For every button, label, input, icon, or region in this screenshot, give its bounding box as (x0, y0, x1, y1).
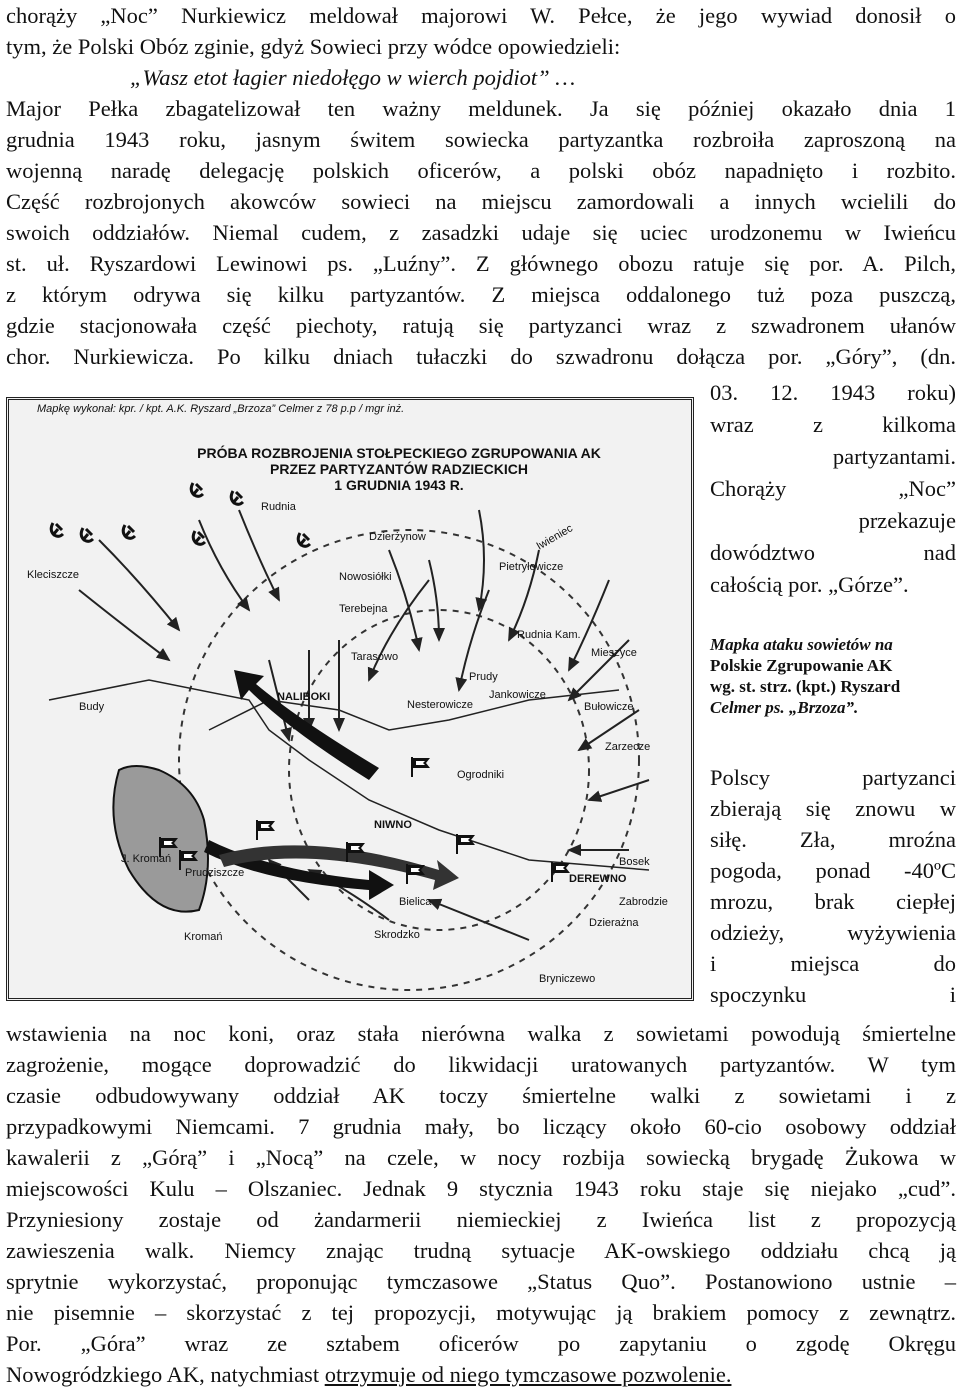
place-label: Bułowicze (584, 701, 634, 713)
place-label: Kleciszcze (27, 569, 79, 581)
caption-line: Celmer ps. „Brzoza”. (710, 698, 859, 717)
underlined-text: otrzymuje od niego tymczasowe pozwolenie. (324, 1362, 732, 1387)
text-line: całością por. „Górze”. (710, 572, 909, 597)
place-label: Prudy (469, 671, 498, 683)
text-line: swoich oddziałów. Niemal cudem, z zasadzki udaje się uciec urodzonemu w Iwieńcu (6, 220, 956, 245)
text-line: mrozu, brak ciepłej (710, 889, 956, 914)
text-line: wojenną naradę delegację polskich oficerów, a polski obóz napadnięto i rozbito. (6, 158, 956, 183)
text-line: przypadkowymi Niemcami. 7 grudnia mały, bo liczący około 60-cio osobowy oddział (6, 1114, 956, 1139)
text-line: tym, że Polski Obóz zginie, gdyż Sowieci przy wódce opowiedzieli: (6, 34, 621, 59)
text-line: kawalerii z „Górą” i „Nocą” na czele, w nocy rozbija sowiecką brygadę Żukowa w (6, 1145, 956, 1170)
place-label: Rudnia Kam. (517, 629, 581, 641)
place-label: Kromań (184, 931, 223, 943)
place-label: Terebejna (339, 603, 388, 615)
caption-line: Polskie Zgrupowanie AK (710, 656, 893, 675)
text-line: Polscy partyzanci (710, 765, 956, 790)
place-label: Ogrodniki (457, 769, 505, 781)
map-title-line: PRÓBA ROZBROJENIA STOŁPECKIEGO ZGRUPOWANIA AK (197, 445, 601, 461)
text-line: Major Pełka zbagatelizował ten ważny meldunek. Ja się później okazało dnia 1 (6, 96, 956, 121)
text-line: miejscowości Kulu – Olszaniec. Jednak 9 stycznia 1943 roku staje się niejako „cud”. (6, 1176, 956, 1201)
text-line: sprytnie wykorzystać, proponując tymczasowe „Status Quo”. Postanowiono ustnie – (6, 1269, 956, 1294)
place-label: Pietryłowicze (499, 561, 564, 573)
text-line: wstawienia na noc koni, oraz stała nierówna walka z sowietami powodują śmiertelne (6, 1021, 956, 1046)
caption-line: wg. st. strz. (kpt.) Ryszard (710, 677, 901, 696)
text-line: i miejsca do (710, 951, 956, 976)
place-label: Rudnia (261, 501, 296, 513)
place-label: Dzierażna (589, 917, 639, 929)
place-label: NIWNO (374, 819, 412, 831)
text-line: Por. „Góra” wraz ze sztabem oficerów po zapytaniu o zgodę Okręgu (6, 1331, 956, 1356)
text-line: odzieży, wyżywienia (710, 920, 956, 945)
text-line: przekazuje (858, 508, 956, 533)
caption-line: Mapka ataku sowietów na (710, 635, 893, 654)
place-label: Dzierżynow (369, 531, 426, 543)
map-title-line: 1 GRUDNIA 1943 R. (334, 477, 464, 493)
text-line: chor. Nurkiewicza. Po kilku dniach tułaczki do szwadronu dołącza por. „Góry”, (dn. (6, 344, 956, 369)
place-label: DEREWNO (569, 873, 627, 885)
place-label: Zarzecze (605, 741, 651, 753)
text-line: pogoda, ponad -40ºC (710, 858, 956, 883)
text-line: zbierają się znowu w (710, 796, 956, 821)
text-line: grudnia 1943 roku, jasnym świtem sowiecka partyzantka rozbroiła zaproszoną na (6, 127, 956, 152)
text-line: st. uł. Ryszardowi Lewinowi ps. „Luźny”. Z głównego obozu ratuje się por. A. Pilch, (6, 251, 956, 276)
place-label: Iwieniec (534, 522, 575, 553)
text-line-last (6, 1359, 956, 1390)
place-label: Bosek (619, 856, 650, 868)
place-label: Bryniczewo (539, 973, 596, 985)
text-line: czasie odbudowywany oddział AK toczy śmiertelne walki z sowietami i z (6, 1083, 956, 1108)
text-line: chorąży „Noc” Nurkiewicz meldował majorowi W. Pełce, że jego wywiad donosił o (6, 3, 956, 28)
place-label: Bielica (399, 896, 432, 908)
map-caption (710, 634, 958, 718)
text-line: zagrożenie, mogące doprowadzić do likwidacji uratowanych partyzantów. W tym (6, 1052, 956, 1077)
place-label: NALIBOKI (277, 691, 331, 703)
place-label: Nowosiółki (339, 571, 392, 583)
text-line: zawieszenia walk. Niemcy znając trudną sytuacje AK-owskiego oddziału chcą ją (6, 1238, 956, 1263)
place-label: Tarasowo (351, 651, 399, 663)
place-label: Zabrodzie (619, 896, 668, 908)
text-line: z którym odrywa się kilku partyzantów. Z miejsca oddalonego tuż poza puszczą, (6, 282, 956, 307)
text-line: Część rozbrojonych akowców sowieci na miejscu zamordowali a innych wcielili do (6, 189, 956, 214)
place-label: Budy (79, 701, 105, 713)
place-label: J. Kromań (121, 853, 172, 865)
place-label: Prudziszcze (185, 867, 245, 879)
map-drawing (9, 400, 691, 998)
text-span: Nowogródzkiego AK, natychmiast (6, 1362, 325, 1387)
text-line: dowództwo nad (710, 540, 956, 565)
text-line: Przyniesiony zostaje od żandarmerii niemieckiej z Iwieńca list z propozycją (6, 1207, 956, 1232)
text-line: wraz z kilkoma (710, 412, 956, 437)
map-title-line: PRZEZ PARTYZANTÓW RADZIECKICH (270, 461, 528, 477)
text-line: Chorąży „Noc” (710, 476, 956, 501)
text-line: 03. 12. 1943 roku) (710, 380, 956, 405)
text-line: siłę. Zła, mroźna (710, 827, 956, 852)
text-line: gdzie stacjonowała część piechoty, ratują się partyzanci wraz z szwadronem ułanów (6, 313, 956, 338)
map-author-label: Mapkę wykonał: kpr. / kpt. A.K. Ryszard „Brzoza” Celmer z 78 p.p / mgr inż. (37, 403, 405, 415)
text-line: nie pisemnie – skorzystać z tej propozycji, motywując ją brakiem pomocy z zewnątrz. (6, 1300, 956, 1325)
map-figure (6, 397, 694, 1001)
quote-line: „Wasz etot łagier niedołęgo w wierch pojdiot” … (130, 65, 576, 90)
text-line: spoczynku i (710, 982, 956, 1007)
place-label: Mieszyce (591, 647, 637, 659)
place-label: Jankowicze (489, 689, 546, 701)
place-label: Skrodzko (374, 929, 420, 941)
text-line: partyzantami. (832, 444, 956, 469)
place-label: Nesterowicze (407, 699, 474, 711)
